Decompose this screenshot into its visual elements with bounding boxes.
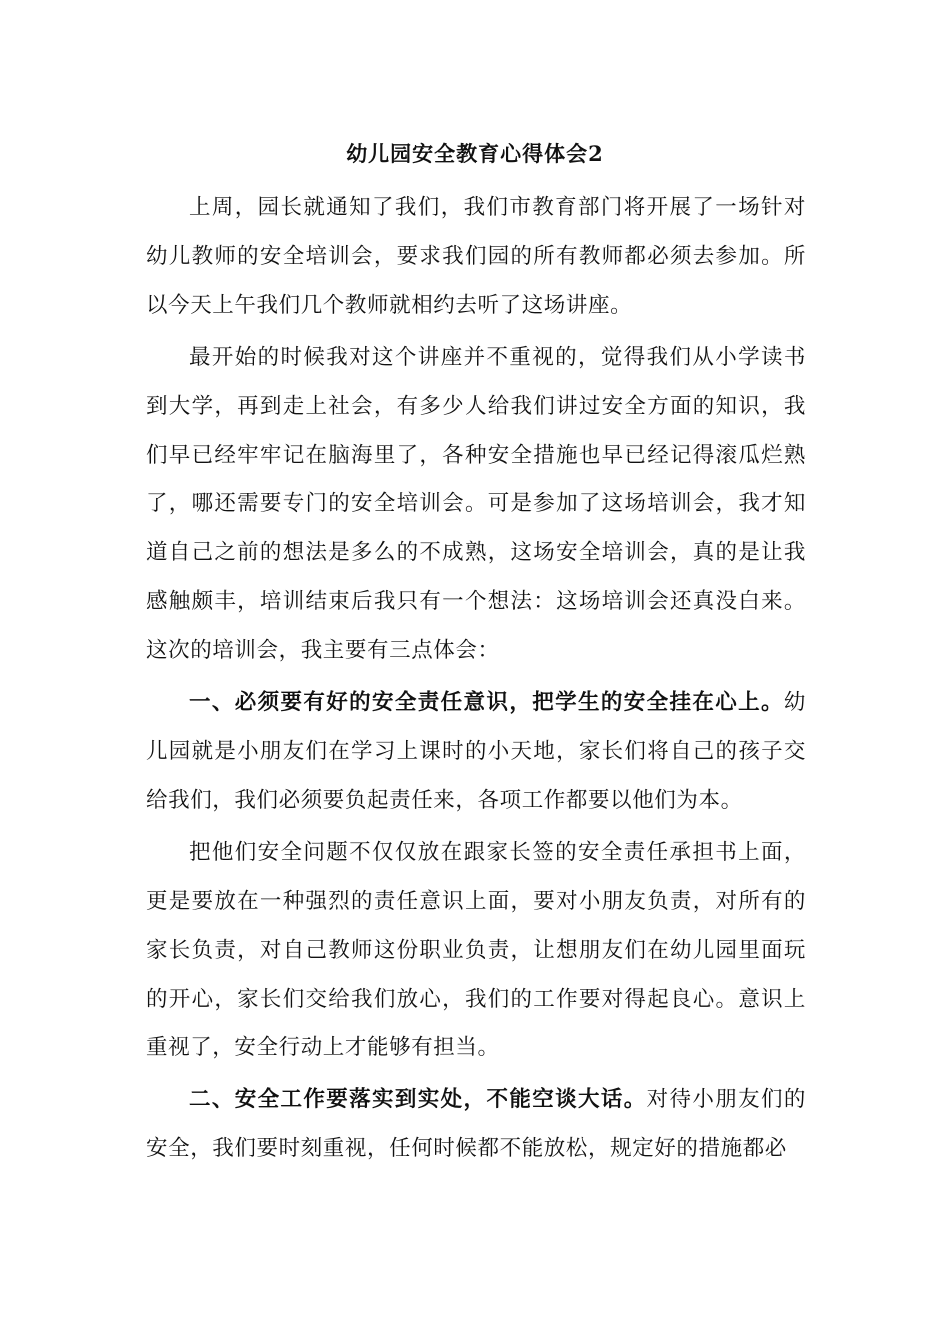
paragraph-text: 对待小朋友们的安全，我们要时刻重视，任何时候都不能放松，规定好的措施都必 xyxy=(146,1087,806,1162)
paragraph-3 xyxy=(146,679,806,826)
paragraph-text: 最开始的时候我对这个讲座并不重视的，觉得我们从小学读书到大学，再到走上社会，有多少人给我们讲过安全方面的知识，我们早已经牢牢记在脑海里了，各种安全措施也早已经记得滚瓜烂熟了，哪还需要专门的安全培训会。可是参加了这场培训会，我才知道自己之前的想法是多么的不成熟，这场安全培训会，真的是让我感触颇丰，培训结束后我只有一个想法：这场培训会还真没白来。这次的培训会，我主要有三点体会： xyxy=(146,344,806,664)
paragraph-2 xyxy=(146,334,806,676)
document-body xyxy=(146,184,806,1174)
paragraph-text: 把他们安全问题不仅仅放在跟家长签的安全责任承担书上面，更是要放在一种强烈的责任意识上面，要对小朋友负责，对所有的家长负责，对自己教师这份职业负责，让想朋友们在幼儿园里面玩的开心，家长们交给我们放心，我们的工作要对得起良心。意识上重视了，安全行动上才能够有担当。 xyxy=(146,839,806,1061)
paragraph-lead: 二、安全工作要落实到实处，不能空谈大话。 xyxy=(189,1087,647,1113)
paragraph-1 xyxy=(146,184,806,331)
document-title: 幼儿园安全教育心得体会2 xyxy=(346,141,604,166)
paragraph-4 xyxy=(146,829,806,1074)
paragraph-5 xyxy=(146,1076,806,1174)
paragraph-text: 上周，园长就通知了我们，我们市教育部门将开展了一场针对幼儿教师的安全培训会，要求我们园的所有教师都必须去参加。所以今天上午我们几个教师就相约去听了这场讲座。 xyxy=(146,195,806,318)
paragraph-text: 幼儿园就是小朋友们在学习上课时的小天地，家长们将自己的孩子交给我们，我们必须要负起责任来，各项工作都要以他们为本。 xyxy=(146,690,806,813)
paragraph-lead: 一、必须要有好的安全责任意识，把学生的安全挂在心上。 xyxy=(189,690,784,716)
